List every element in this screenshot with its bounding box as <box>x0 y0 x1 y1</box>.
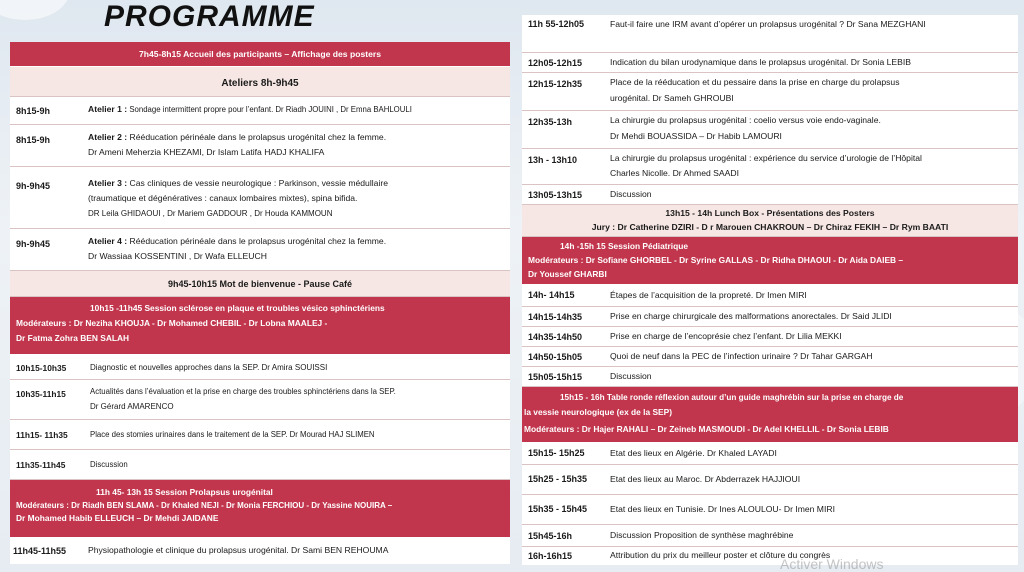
time-slot: 13h - 13h10 <box>528 155 578 165</box>
time-slot: 14h50-15h05 <box>528 352 583 362</box>
session-moderators: Modérateurs : Dr Riadh BEN SLAMA - Dr Khaled NEJI - Dr Monia FERCHIOU - Dr Yassine NOUIRA – <box>16 501 393 510</box>
atelier-row <box>10 229 510 271</box>
atelier-label: Atelier 3 : <box>88 178 128 188</box>
session-moderators: Dr Youssef GHARBI <box>528 269 607 279</box>
talk-title: La chirurgie du prolapsus urogénital : coelio versus voie endo-vaginale. <box>610 115 881 125</box>
time-slot: 15h25 - 15h35 <box>528 474 588 484</box>
talk-row <box>522 149 1018 185</box>
talk-title: Discussion <box>610 189 652 199</box>
talk-row <box>522 111 1018 149</box>
atelier-description <box>88 234 386 249</box>
atelier-label: Atelier 1 : <box>88 104 128 114</box>
time-slot: 16h-16h15 <box>528 551 573 561</box>
talk-row <box>522 327 1018 347</box>
talk-row <box>522 285 1018 307</box>
session-title: 11h 45- 13h 15 Session Prolapsus urogénital <box>96 487 273 497</box>
talk-row <box>522 307 1018 327</box>
atelier-line: Rééducation périnéale dans le prolapsus urogénital chez la femme. <box>127 236 387 246</box>
session-title: 14h -15h 15 Session Pédiatrique <box>560 241 689 251</box>
atelier-line: Cas cliniques de vessie neurologique : Parkinson, vessie médullaire <box>127 178 388 188</box>
talk-row <box>522 547 1018 565</box>
talk-title: Indication du bilan urodynamique dans le prolapsus urogénital. Dr Sonia LEBIB <box>610 57 911 67</box>
atelier-description <box>88 130 386 145</box>
session-header-sep <box>10 297 510 355</box>
talk-title: Attribution du prix du meilleur poster et clôture du congrès <box>610 550 831 560</box>
talk-title: Diagnostic et nouvelles approches dans la SEP. Dr Amira SOUISSI <box>90 363 328 372</box>
talk-row <box>522 367 1018 387</box>
session-moderators: Dr Fatma Zohra BEN SALAH <box>16 333 130 343</box>
atelier-row <box>10 167 510 229</box>
talk-title: Place des stomies urinaires dans le traitement de la SEP. Dr Mourad HAJ SLIMEN <box>90 430 375 439</box>
decorative-bubble <box>0 0 70 20</box>
talk-row <box>10 538 510 564</box>
welcome-banner <box>10 42 510 67</box>
time-slot: 11h15- 11h35 <box>16 430 68 440</box>
lunch-title: 13h15 - 14h Lunch Box - Présentations des Posters <box>665 208 875 218</box>
time-slot: 12h15-12h35 <box>528 79 583 89</box>
talk-row <box>522 443 1018 465</box>
talk-title: Etat des lieux en Tunisie. Dr Ines ALOULOU- Dr Imen MIRI <box>610 504 835 514</box>
talk-row <box>10 380 510 420</box>
atelier-line: Rééducation périnéale dans le prolapsus urogénital chez la femme. <box>127 132 387 142</box>
talk-row <box>522 53 1018 73</box>
session-header-pediatric <box>522 237 1018 285</box>
atelier-description <box>88 176 388 191</box>
time-slot: 9h-9h45 <box>16 239 51 249</box>
break-row <box>10 271 510 297</box>
jury-text: Jury : Dr Catherine DZIRI - D r Marouen CHAKROUN – Dr Chiraz FEKIH – Dr Rym BAATI <box>591 222 949 232</box>
talk-title: Physiopathologie et clinique du prolapsus urogénital. Dr Sami BEN REHOUMA <box>88 545 389 555</box>
talk-row <box>522 15 1018 53</box>
talk-row <box>522 525 1018 547</box>
talk-row <box>10 420 510 450</box>
session-title: la vessie neurologique (ex de la SEP) <box>524 407 673 417</box>
talk-row <box>522 347 1018 367</box>
time-slot: 15h15- 15h25 <box>528 448 585 458</box>
talk-row <box>10 355 510 380</box>
session-title: 10h15 -11h45 Session sclérose en plaque et troubles vésico sphinctériens <box>90 303 385 313</box>
atelier-speakers: DR Leila GHIDAOUI , Dr Mariem GADDOUR , Dr Houda KAMMOUN <box>88 209 333 218</box>
talk-title: Discussion <box>610 371 652 381</box>
time-slot: 8h15-9h <box>16 106 51 116</box>
talk-speaker: Dr Gérard AMARENCO <box>90 402 174 411</box>
atelier-row <box>10 125 510 167</box>
windows-activation-watermark: Activer Windows <box>780 556 884 572</box>
right-program-column <box>522 15 1018 565</box>
time-slot: 12h05-12h15 <box>528 58 583 68</box>
welcome-text: 7h45-8h15 Accueil des participants – Affichage des posters <box>139 49 381 59</box>
atelier-description <box>88 102 412 117</box>
session-moderators: Modérateurs : Dr Hajer RAHALI – Dr Zeineb MASMOUDI - Dr Adel KHELLIL - Dr Sonia LEBIB <box>524 424 889 434</box>
atelier-row <box>10 97 510 125</box>
talk-title: Etat des lieux au Maroc. Dr Abderrazek HAJJIOUI <box>610 474 801 484</box>
talk-title: Discussion Proposition de synthèse maghrébine <box>610 530 794 540</box>
break-text: 9h45-10h15 Mot de bienvenue - Pause Café <box>167 279 353 289</box>
atelier-line: Sondage intermittent propre pour l’enfant. Dr Riadh JOUINI , Dr Emna BAHLOULI <box>127 105 412 114</box>
time-slot: 15h45-16h <box>528 531 573 541</box>
time-slot: 14h15-14h35 <box>528 312 583 322</box>
time-slot: 15h35 - 15h45 <box>528 504 588 514</box>
left-program-column <box>10 42 510 564</box>
talk-title: Quoi de neuf dans la PEC de l’infection urinaire ? Dr Tahar GARGAH <box>610 351 873 361</box>
talk-title: Prise en charge de l’encoprésie chez l’enfant. Dr Lilia MEKKI <box>610 331 842 341</box>
atelier-line: (traumatique et dégénératives : canaux lombaires mixtes), spina bifida. <box>88 193 358 203</box>
talk-row <box>10 450 510 480</box>
time-slot: 14h35-14h50 <box>528 332 583 342</box>
session-moderators: Modérateurs : Dr Sofiane GHORBEL - Dr Syrine GALLAS - Dr Ridha DHAOUI - Dr Aida DAIEB – <box>528 255 904 265</box>
time-slot: 11h35-11h45 <box>16 460 66 470</box>
time-slot: 11h45-11h55 <box>13 546 67 556</box>
talk-speaker: Dr Mehdi BOUASSIDA – Dr Habib LAMOURI <box>610 131 782 141</box>
atelier-speakers: Dr Ameni Meherzia KHEZAMI, Dr Islam Latifa HADJ KHALIFA <box>88 147 325 157</box>
atelier-speakers: Dr Wassiaa KOSSENTINI , Dr Wafa ELLEUCH <box>88 251 267 261</box>
talk-title: Faut-il faire une IRM avant d’opérer un prolapsus urogénital ? Dr Sana MEZGHANI <box>610 19 926 29</box>
time-slot: 9h-9h45 <box>16 181 51 191</box>
ateliers-header <box>10 67 510 97</box>
talk-row <box>522 185 1018 205</box>
talk-speaker: Charles Nicolle. Dr Ahmed SAADI <box>610 168 739 178</box>
talk-title: La chirurgie du prolapsus urogénital : expérience du service d’urologie de l’Hôpital <box>610 153 922 163</box>
atelier-label: Atelier 2 : <box>88 132 128 142</box>
session-header-round-table <box>522 387 1018 443</box>
time-slot: 12h35-13h <box>528 117 573 127</box>
session-moderators: Dr Mohamed Habib ELLEUCH – Dr Mehdi JAIDANE <box>16 513 219 523</box>
atelier-label: Atelier 4 : <box>88 236 128 246</box>
time-slot: 10h35-11h15 <box>16 389 66 399</box>
lunch-row <box>522 205 1018 237</box>
talk-title: Etat des lieux en Algérie. Dr Khaled LAYADI <box>610 448 777 458</box>
session-header-prolapsus <box>10 480 510 538</box>
time-slot: 10h15-10h35 <box>16 363 67 373</box>
time-slot: 14h- 14h15 <box>528 290 575 300</box>
talk-title: Discussion <box>90 460 128 469</box>
time-slot: 11h 55-12h05 <box>528 19 585 29</box>
talk-title: Actualités dans l’évaluation et la prise en charge des troubles sphinctériens dans la SEP. <box>90 387 396 396</box>
talk-row <box>522 495 1018 525</box>
time-slot: 15h05-15h15 <box>528 372 583 382</box>
session-moderators: Modérateurs : Dr Neziha KHOUJA - Dr Mohamed CHEBIL - Dr Lobna MAALEJ - <box>16 318 328 328</box>
time-slot: 13h05-13h15 <box>528 190 583 200</box>
talk-title: Place de la rééducation et du pessaire dans la prise en charge du prolapsus <box>610 77 900 87</box>
talk-row <box>522 465 1018 495</box>
talk-title: Prise en charge chirurgicale des malformations anorectales. Dr Said JLIDI <box>610 311 892 321</box>
talk-speaker: urogénital. Dr Sameh GHROUBI <box>610 93 734 103</box>
page-title: PROGRAMME <box>104 0 315 33</box>
talk-row <box>522 73 1018 111</box>
session-title: 15h15 - 16h Table ronde réflexion autour d’un guide maghrébin sur la prise en charge de <box>560 393 904 402</box>
talk-title: Étapes de l’acquisition de la propreté. Dr Imen MIRI <box>610 290 807 300</box>
ateliers-header-text: Ateliers 8h-9h45 <box>221 78 299 89</box>
time-slot: 8h15-9h <box>16 135 51 145</box>
